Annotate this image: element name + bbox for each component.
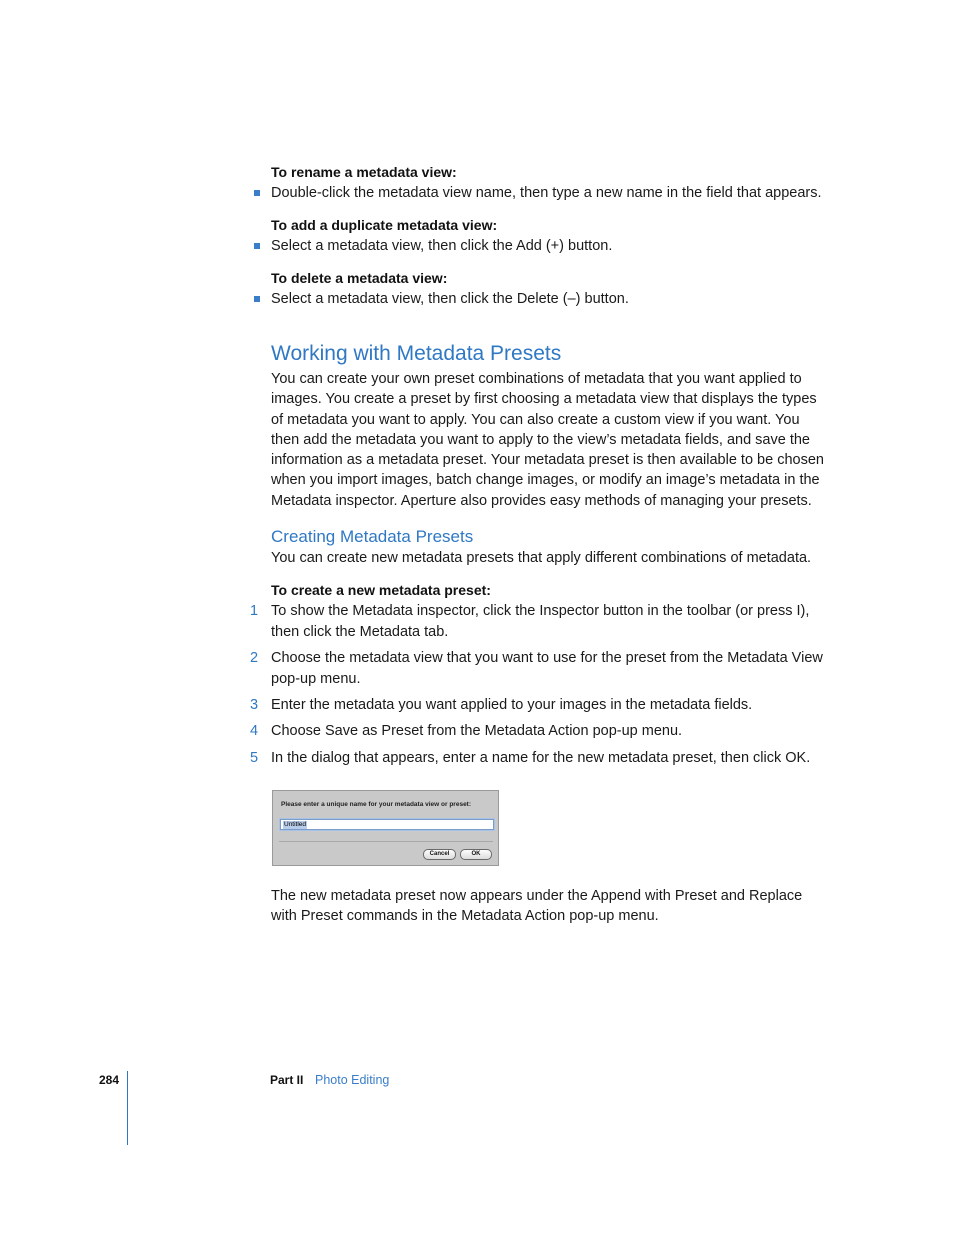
dialog-prompt: Please enter a unique name for your metadata view or preset:: [281, 801, 472, 808]
step-number: 2: [250, 650, 259, 666]
task-heading-rename: To rename a metadata view:: [271, 164, 457, 180]
bullet-square-icon: [254, 190, 260, 196]
step-text: To show the Metadata inspector, click the Inspector button in the toolbar (or press I), then click the Metadata tab.: [271, 603, 810, 640]
task-heading-delete: To delete a metadata view:: [271, 270, 448, 286]
footer-part-label: Part II: [270, 1073, 304, 1087]
step-text: In the dialog that appears, enter a name for the new metadata preset, then click OK.: [271, 750, 811, 766]
dialog-divider: [279, 841, 493, 842]
presets-body-paragraph: You can create your own preset combinations of metadata that you want applied to images. You create a preset by first choosing a metadata view that displays the types of metadata you want to apply. You can also create a custom view if you want. You then add the metadata you want to apply to the view’s metadata fields, and save the information as a metadata preset. Your metadata preset is then available to be chosen when you import images, batch change images, or modify an image’s metadata in the Metadata inspector. Aperture also provides easy methods of managing your presets.: [271, 371, 824, 509]
step-number: 4: [250, 723, 259, 739]
page-number: 284: [99, 1073, 120, 1087]
step-number: 5: [250, 750, 259, 766]
footer-rule: [127, 1071, 128, 1145]
bullet-square-icon: [254, 296, 260, 302]
closing-paragraph: The new metadata preset now appears under the Append with Preset and Replace with Preset commands in the Metadata Action pop-up menu.: [271, 888, 803, 925]
step-text: Enter the metadata you want applied to your images in the metadata fields.: [271, 697, 753, 713]
creating-intro-paragraph: You can create new metadata presets that apply different combinations of metadata.: [271, 550, 812, 566]
preset-name-dialog: [272, 790, 499, 866]
preset-name-input-value: Untitled: [284, 821, 307, 828]
step-text: Choose Save as Preset from the Metadata Action pop-up menu.: [271, 723, 683, 739]
task-heading-duplicate: To add a duplicate metadata view:: [271, 217, 498, 233]
bullet-text: Select a metadata view, then click the Add (+) button.: [271, 238, 613, 254]
subsection-title-creating: Creating Metadata Presets: [271, 527, 474, 546]
task-heading-create-preset: To create a new metadata preset:: [271, 582, 491, 598]
bullet-text: Double-click the metadata view name, then type a new name in the field that appears.: [271, 185, 822, 201]
cancel-button[interactable]: Cancel: [423, 849, 456, 860]
ok-button[interactable]: OK: [460, 849, 492, 860]
bullet-square-icon: [254, 243, 260, 249]
step-text: Choose the metadata view that you want to use for the preset from the Metadata View pop-up menu.: [271, 650, 823, 687]
section-title-presets: Working with Metadata Presets: [271, 342, 562, 365]
bullet-text: Select a metadata view, then click the Delete (–) button.: [271, 291, 629, 307]
preset-name-input[interactable]: [280, 819, 494, 830]
step-number: 3: [250, 697, 259, 713]
step-number: 1: [250, 603, 259, 619]
footer-part-title: Photo Editing: [315, 1073, 390, 1087]
